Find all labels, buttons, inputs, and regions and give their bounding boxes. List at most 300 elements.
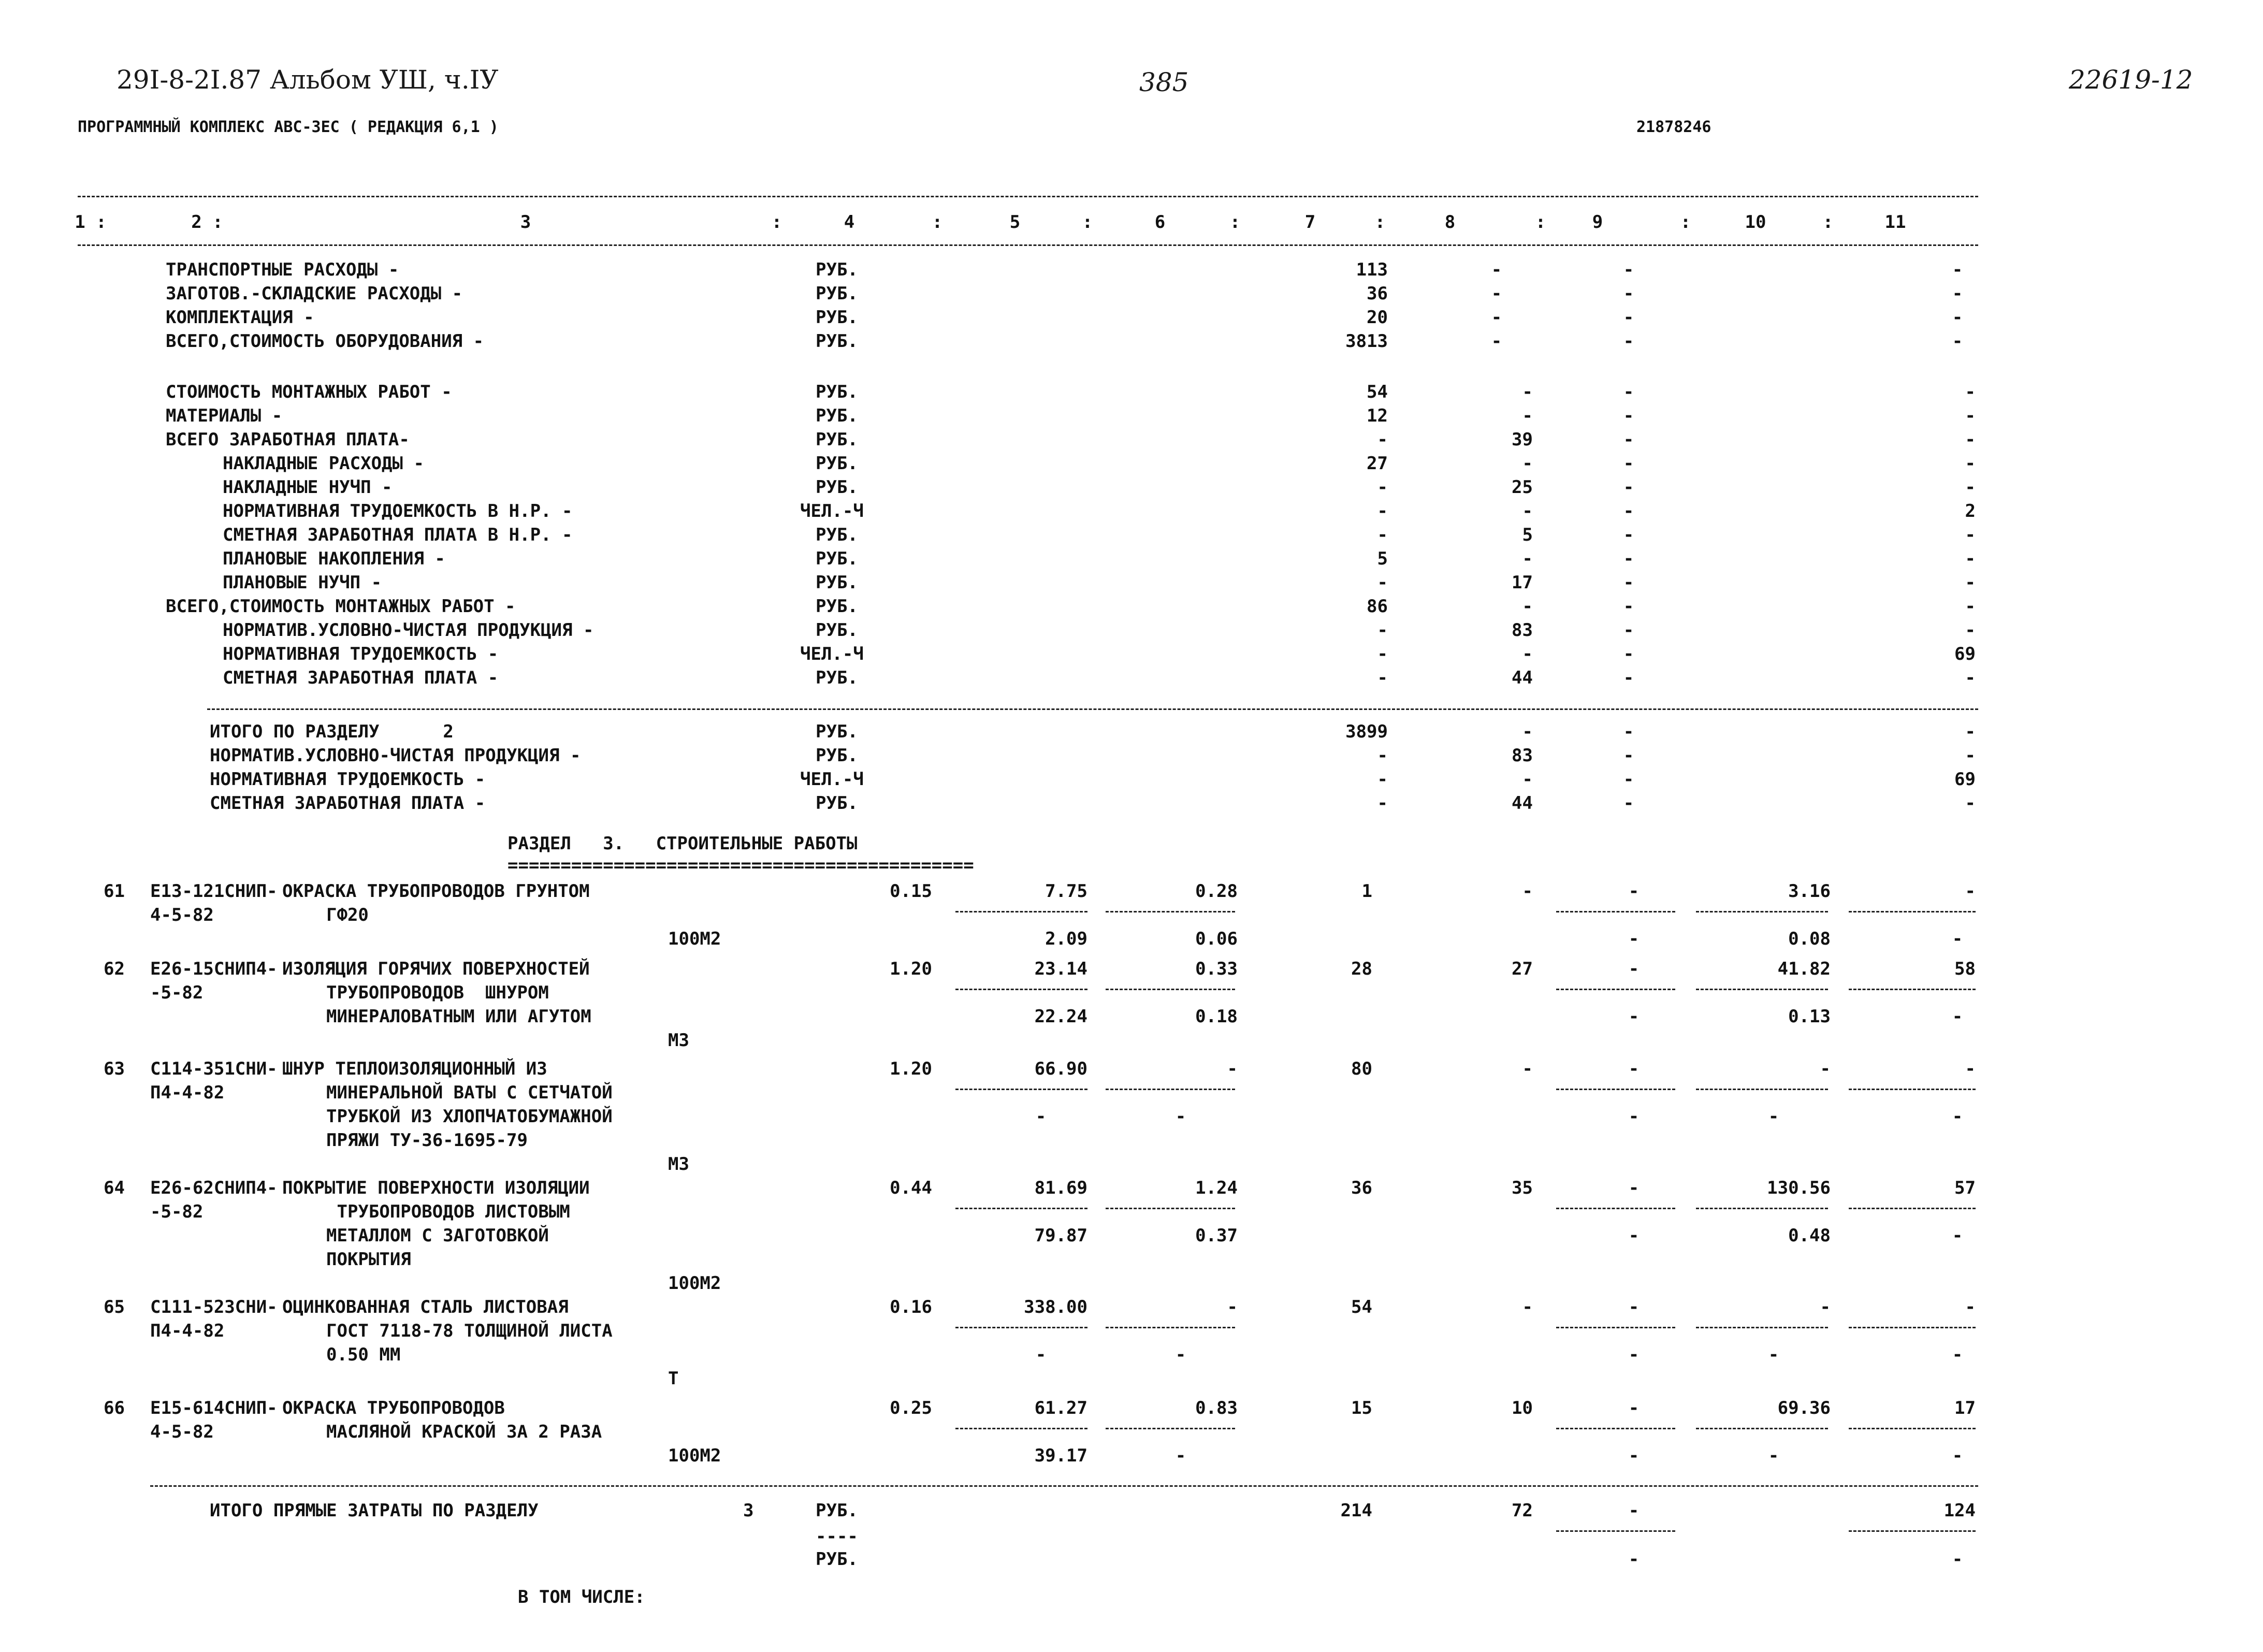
- section-total-row-c11: 69: [1954, 769, 1976, 790]
- equipment-row-c11: -: [1952, 259, 1963, 280]
- item-c11-2: -: [1952, 929, 1963, 949]
- section-total-row-name: ИТОГО ПО РАЗДЕЛУ 2: [210, 721, 454, 742]
- item-subrule-c11: [1849, 989, 1976, 990]
- item-number: 62: [104, 959, 125, 979]
- item-number: 65: [104, 1297, 125, 1317]
- montage-row-name: СМЕТНАЯ ЗАРАБОТНАЯ ПЛАТА -: [223, 668, 499, 688]
- section-total-row-unit: РУБ.: [816, 745, 858, 766]
- item-c9-2: -: [1628, 1006, 1640, 1027]
- direct-costs-label: ИТОГО ПРЯМЫЕ ЗАТРАТЫ ПО РАЗДЕЛУ: [210, 1500, 539, 1521]
- item-c10: -: [1820, 1297, 1831, 1317]
- item-unit: 100М2: [668, 929, 721, 949]
- item-subrule-c9: [1556, 911, 1675, 912]
- montage-row-name: ПЛАНОВЫЕ НУЧП -: [223, 572, 382, 593]
- montage-row-name: НАКЛАДНЫЕ РАСХОДЫ -: [223, 453, 424, 474]
- montage-row-c8: -: [1522, 382, 1533, 402]
- item-subrule-c9: [1556, 1428, 1675, 1429]
- column-header-10: :: [1229, 212, 1241, 233]
- item-code-line2: -5-82: [150, 1201, 204, 1222]
- item-c4: 1.20: [890, 959, 932, 979]
- item-subrule-c10: [1696, 1428, 1828, 1429]
- montage-row-unit: РУБ.: [816, 429, 858, 450]
- item-description-line: ГОСТ 7118-78 ТОЛЩИНОЙ ЛИСТА: [326, 1321, 613, 1341]
- montage-row-c11: -: [1965, 382, 1976, 402]
- item-description-line: ПРЯЖИ ТУ-36-1695-79: [326, 1130, 528, 1151]
- equipment-row-name: ТРАНСПОРТНЫЕ РАСХОДЫ -: [166, 259, 399, 280]
- item-description-line: МИНЕРАЛЬНОЙ ВАТЫ С СЕТЧАТОЙ: [326, 1082, 613, 1103]
- montage-row-unit: РУБ.: [816, 525, 858, 545]
- direct-costs-subrule-c11: [1849, 1530, 1976, 1532]
- montage-row-c9: -: [1623, 644, 1634, 664]
- equipment-row-c8: -: [1491, 331, 1502, 352]
- item-c5-2: 2.09: [1045, 929, 1087, 949]
- montage-row-c11: -: [1965, 405, 1976, 426]
- item-subrule-c6: [1106, 1428, 1235, 1429]
- montage-row-c9: -: [1623, 405, 1634, 426]
- item-c4: 0.25: [890, 1398, 932, 1418]
- item-c5-2: 22.24: [1034, 1006, 1087, 1027]
- montage-row-c11: 2: [1965, 501, 1976, 521]
- item-unit: М3: [668, 1030, 689, 1051]
- montage-row-name: ВСЕГО ЗАРАБОТНАЯ ПЛАТА-: [166, 429, 410, 450]
- item-subrule-c5: [955, 1327, 1087, 1328]
- column-header-14: :: [1535, 212, 1546, 233]
- item-c9-2: -: [1628, 1445, 1640, 1466]
- montage-row-name: НОРМАТИВ.УСЛОВНО-ЧИСТАЯ ПРОДУКЦИЯ -: [223, 620, 594, 641]
- item-c9: -: [1628, 881, 1640, 902]
- montage-row-unit: РУБ.: [816, 477, 858, 498]
- montage-row-c11: 69: [1954, 644, 1976, 664]
- item-description-line: ИЗОЛЯЦИЯ ГОРЯЧИХ ПОВЕРХНОСТЕЙ: [282, 959, 590, 979]
- section-total-row-name: НОРМАТИВ.УСЛОВНО-ЧИСТАЯ ПРОДУКЦИЯ -: [210, 745, 581, 766]
- montage-row-c9: -: [1623, 429, 1634, 450]
- item-c8: 35: [1512, 1178, 1533, 1198]
- montage-row-c9: -: [1623, 525, 1634, 545]
- equipment-row-c11: -: [1952, 307, 1963, 328]
- item-description-line: ОЦИНКОВАННАЯ СТАЛЬ ЛИСТОВАЯ: [282, 1297, 569, 1317]
- montage-row-c9: -: [1623, 453, 1634, 474]
- item-c10-2: 0.08: [1788, 929, 1831, 949]
- item-c10-2: 0.13: [1788, 1006, 1831, 1027]
- item-subrule-c6: [1106, 989, 1235, 990]
- montage-row-c7: -: [1377, 429, 1388, 450]
- item-subrule-c11: [1849, 1327, 1976, 1328]
- section-total-row-c11: -: [1965, 745, 1976, 766]
- section-3-double-rule: ============================================: [507, 855, 974, 876]
- montage-row-name: НАКЛАДНЫЕ НУЧП -: [223, 477, 393, 498]
- item-c5: 66.90: [1034, 1059, 1087, 1079]
- equipment-row-name: КОМПЛЕКТАЦИЯ -: [166, 307, 314, 328]
- montage-row-c9: -: [1623, 382, 1634, 402]
- column-header-17: 10: [1745, 212, 1766, 233]
- item-c7: 80: [1351, 1059, 1372, 1079]
- item-c9-2: -: [1628, 1106, 1640, 1127]
- montage-row-unit: РУБ.: [816, 382, 858, 402]
- item-number: 61: [104, 881, 125, 902]
- item-description-line: ТРУБКОЙ ИЗ ХЛОПЧАТОБУМАЖНОЙ: [326, 1106, 613, 1127]
- montage-row-c8: -: [1522, 453, 1533, 474]
- montage-row-c8: 5: [1522, 525, 1533, 545]
- item-c11: -: [1965, 881, 1976, 902]
- item-description-line: ТРУБОПРОВОДОВ ЛИСТОВЫМ: [326, 1201, 570, 1222]
- montage-row-c11: -: [1965, 429, 1976, 450]
- item-c9-2: -: [1628, 929, 1640, 949]
- item-c8: -: [1522, 1059, 1533, 1079]
- equipment-row-c9: -: [1623, 331, 1634, 352]
- montage-row-name: НОРМАТИВНАЯ ТРУДОЕМКОСТЬ -: [223, 644, 499, 664]
- montage-row-c8: 83: [1512, 620, 1533, 641]
- section-total-row-unit: ЧЕЛ.-Ч: [800, 769, 864, 790]
- equipment-row-unit: РУБ.: [816, 259, 858, 280]
- doc-reference: 29I-8-2I.87 Альбом УШ, ч.IУ: [117, 65, 499, 95]
- item-c5-2: -: [1035, 1106, 1047, 1127]
- direct-costs-c9: -: [1628, 1500, 1640, 1521]
- item-subrule-c9: [1556, 1327, 1675, 1328]
- item-c8: -: [1522, 1297, 1533, 1317]
- montage-row-name: ПЛАНОВЫЕ НАКОПЛЕНИЯ -: [223, 548, 445, 569]
- montage-row-c8: -: [1522, 596, 1533, 617]
- item-unit: 100М2: [668, 1273, 721, 1294]
- item-code: Е13-121СНИП-: [150, 881, 278, 902]
- montage-row-c8: -: [1522, 501, 1533, 521]
- item-subrule-c10: [1696, 1327, 1828, 1328]
- montage-row-c7: -: [1377, 620, 1388, 641]
- item-c10: 69.36: [1777, 1398, 1831, 1418]
- direct-costs-c7: 214: [1340, 1500, 1372, 1521]
- equipment-row-c7: 36: [1367, 283, 1388, 304]
- direct-costs-subrule-c9: [1556, 1530, 1675, 1532]
- section-total-row-c8: 83: [1512, 745, 1533, 766]
- section-total-row-name: СМЕТНАЯ ЗАРАБОТНАЯ ПЛАТА -: [210, 793, 486, 814]
- item-description-line: МЕТАЛЛОМ С ЗАГОТОВКОЙ: [326, 1225, 549, 1246]
- item-c4: 0.44: [890, 1178, 932, 1198]
- item-c10: 41.82: [1777, 959, 1831, 979]
- column-header-9: 6: [1154, 212, 1166, 233]
- item-c11-2: -: [1952, 1344, 1963, 1365]
- montage-row-c11: -: [1965, 477, 1976, 498]
- item-c11: 58: [1954, 959, 1976, 979]
- item-c11-2: -: [1952, 1006, 1963, 1027]
- direct-costs-c9-2: -: [1628, 1549, 1640, 1570]
- item-subrule-c6: [1106, 1327, 1235, 1328]
- item-c10-2: -: [1768, 1445, 1779, 1466]
- column-header-18: :: [1822, 212, 1834, 233]
- montage-row-c7: 5: [1377, 548, 1388, 569]
- item-c8: 27: [1512, 959, 1533, 979]
- item-c5: 338.00: [1024, 1297, 1087, 1317]
- item-c11-2: -: [1952, 1225, 1963, 1246]
- item-subrule-c6: [1106, 1208, 1235, 1209]
- equipment-row-name: ЗАГОТОВ.-СКЛАДСКИЕ РАСХОДЫ -: [166, 283, 463, 304]
- section-total-row-c9: -: [1623, 793, 1634, 814]
- including-label: В ТОМ ЧИСЛЕ:: [518, 1587, 645, 1607]
- column-header-2: 2 :: [191, 212, 223, 233]
- montage-row-c7: 54: [1367, 382, 1388, 402]
- column-header-1: 1 :: [75, 212, 107, 233]
- item-subrule-c9: [1556, 1089, 1675, 1090]
- section-total-row-c7: -: [1377, 769, 1388, 790]
- equipment-row-c11: -: [1952, 331, 1963, 352]
- equipment-row-c8: -: [1491, 283, 1502, 304]
- montage-row-c9: -: [1623, 572, 1634, 593]
- equipment-row-c7: 3813: [1345, 331, 1388, 352]
- montage-row-unit: РУБ.: [816, 668, 858, 688]
- item-description-line: ОКРАСКА ТРУБОПРОВОДОВ ГРУНТОМ: [282, 881, 590, 902]
- column-header-6: :: [932, 212, 943, 233]
- item-description-line: ПОКРЫТИЕ ПОВЕРХНОСТИ ИЗОЛЯЦИИ: [282, 1178, 590, 1198]
- item-c6: 1.24: [1195, 1178, 1238, 1198]
- column-header-15: 9: [1592, 212, 1603, 233]
- montage-row-c7: 86: [1367, 596, 1388, 617]
- montage-row-unit: РУБ.: [816, 405, 858, 426]
- item-description-line: 0.50 ММ: [326, 1344, 401, 1365]
- column-header-12: :: [1374, 212, 1386, 233]
- item-c9: -: [1628, 1178, 1640, 1198]
- montage-row-c9: -: [1623, 548, 1634, 569]
- item-c7: 36: [1351, 1178, 1372, 1198]
- section-total-row-c9: -: [1623, 721, 1634, 742]
- item-unit: Т: [668, 1368, 679, 1389]
- item-c10-2: -: [1768, 1106, 1779, 1127]
- montage-row-c7: 12: [1367, 405, 1388, 426]
- montage-row-c8: -: [1522, 644, 1533, 664]
- direct-costs-c11-2: -: [1952, 1549, 1963, 1570]
- column-header-8: :: [1082, 212, 1093, 233]
- item-c5: 23.14: [1034, 959, 1087, 979]
- montage-row-c9: -: [1623, 596, 1634, 617]
- item-c5-2: -: [1035, 1344, 1047, 1365]
- item-code-line2: 4-5-82: [150, 1422, 214, 1442]
- section-total-row-unit: РУБ.: [816, 721, 858, 742]
- equipment-row-c9: -: [1623, 283, 1634, 304]
- montage-row-c8: -: [1522, 405, 1533, 426]
- item-subrule-c10: [1696, 1208, 1828, 1209]
- equipment-row-c7: 113: [1356, 259, 1388, 280]
- item-description-line: ШНУР ТЕПЛОИЗОЛЯЦИОННЫЙ ИЗ: [282, 1059, 547, 1079]
- item-c10: 3.16: [1788, 881, 1831, 902]
- item-c5-2: 39.17: [1034, 1445, 1087, 1466]
- item-c9: -: [1628, 1297, 1640, 1317]
- item-c6: 0.28: [1195, 881, 1238, 902]
- montage-row-c11: -: [1965, 548, 1976, 569]
- program-line: ПРОГРАММНЫЙ КОМПЛЕКС АВС-3ЕС ( РЕДАКЦИЯ 6,1 ): [78, 118, 499, 136]
- equipment-row-c9: -: [1623, 259, 1634, 280]
- montage-row-c9: -: [1623, 477, 1634, 498]
- montage-row-unit: РУБ.: [816, 572, 858, 593]
- item-c6-2: 0.18: [1195, 1006, 1238, 1027]
- section-total-row-c7: 3899: [1345, 721, 1388, 742]
- item-code-line2: 4-5-82: [150, 905, 214, 925]
- item-c7: 1: [1361, 881, 1372, 902]
- item-code: С114-351СНИ-: [150, 1059, 278, 1079]
- item-c6-2: 0.37: [1195, 1225, 1238, 1246]
- montage-row-name: СТОИМОСТЬ МОНТАЖНЫХ РАБОТ -: [166, 382, 452, 402]
- item-code-line2: -5-82: [150, 982, 204, 1003]
- item-c9-2: -: [1628, 1225, 1640, 1246]
- item-c6: -: [1227, 1059, 1238, 1079]
- column-header-7: 5: [1009, 212, 1021, 233]
- equipment-row-c8: -: [1491, 307, 1502, 328]
- item-subrule-c11: [1849, 1428, 1976, 1429]
- item-c11-2: -: [1952, 1445, 1963, 1466]
- item-subrule-c9: [1556, 989, 1675, 990]
- column-header-13: 8: [1444, 212, 1456, 233]
- item-c6: 0.83: [1195, 1398, 1238, 1418]
- column-header-5: 4: [844, 212, 855, 233]
- section-total-row-unit: РУБ.: [816, 793, 858, 814]
- document-number: 21878246: [1636, 118, 1711, 136]
- montage-row-c7: -: [1377, 572, 1388, 593]
- montage-row-c7: -: [1377, 668, 1388, 688]
- item-subrule-c6: [1106, 911, 1235, 912]
- item-c11: 57: [1954, 1178, 1976, 1198]
- montage-row-c11: -: [1965, 453, 1976, 474]
- direct-costs-section: 3: [743, 1500, 754, 1521]
- montage-row-unit: РУБ.: [816, 548, 858, 569]
- item-c9: -: [1628, 1398, 1640, 1418]
- item-c7: 28: [1351, 959, 1372, 979]
- item-code: С111-523СНИ-: [150, 1297, 278, 1317]
- item-c5-2: 79.87: [1034, 1225, 1087, 1246]
- montage-row-c11: -: [1965, 596, 1976, 617]
- item-code: Е15-614СНИП-: [150, 1398, 278, 1418]
- item-c6: -: [1227, 1297, 1238, 1317]
- montage-row-c7: 27: [1367, 453, 1388, 474]
- item-subrule-c11: [1849, 911, 1976, 912]
- item-subrule-c6: [1106, 1089, 1235, 1090]
- montage-row-c11: -: [1965, 668, 1976, 688]
- equipment-row-c8: -: [1491, 259, 1502, 280]
- item-c11: 17: [1954, 1398, 1976, 1418]
- montage-row-c8: 17: [1512, 572, 1533, 593]
- item-description-line: ГФ20: [326, 905, 369, 925]
- item-code: Е26-62СНИП4-: [150, 1178, 278, 1198]
- item-c6-2: -: [1175, 1344, 1186, 1365]
- item-code: Е26-15СНИП4-: [150, 959, 278, 979]
- montage-row-c7: -: [1377, 644, 1388, 664]
- section-total-row-c7: -: [1377, 793, 1388, 814]
- item-c8: 10: [1512, 1398, 1533, 1418]
- item-c10: -: [1820, 1059, 1831, 1079]
- montage-row-name: СМЕТНАЯ ЗАРАБОТНАЯ ПЛАТА В Н.Р. -: [223, 525, 573, 545]
- section-total-row-c11: -: [1965, 721, 1976, 742]
- montage-row-unit: ЧЕЛ.-Ч: [800, 644, 864, 664]
- direct-costs-c8: 72: [1512, 1500, 1533, 1521]
- item-subrule-c5: [955, 989, 1087, 990]
- header-rule-top: [78, 196, 1978, 197]
- equipment-row-c9: -: [1623, 307, 1634, 328]
- section-3-title: РАЗДЕЛ 3. СТРОИТЕЛЬНЫЕ РАБОТЫ: [507, 833, 858, 854]
- item-c4: 0.15: [890, 881, 932, 902]
- montage-row-c8: 44: [1512, 668, 1533, 688]
- item-c7: 54: [1351, 1297, 1372, 1317]
- direct-costs-c11: 124: [1943, 1500, 1976, 1521]
- page-number: 385: [1139, 67, 1189, 97]
- item-c9-2: -: [1628, 1344, 1640, 1365]
- item-c10: 130.56: [1767, 1178, 1831, 1198]
- item-c11-2: -: [1952, 1106, 1963, 1127]
- direct-costs-unit: РУБ.: [816, 1500, 858, 1521]
- equipment-row-unit: РУБ.: [816, 283, 858, 304]
- montage-row-c9: -: [1623, 501, 1634, 521]
- montage-row-c7: -: [1377, 477, 1388, 498]
- item-number: 63: [104, 1059, 125, 1079]
- section-total-row-c8: 44: [1512, 793, 1533, 814]
- montage-row-name: НОРМАТИВНАЯ ТРУДОЕМКОСТЬ В Н.Р. -: [223, 501, 573, 521]
- section-total-row-c9: -: [1623, 745, 1634, 766]
- direct-costs-rule: [150, 1485, 1978, 1487]
- equipment-row-c7: 20: [1367, 307, 1388, 328]
- item-c10-2: -: [1768, 1344, 1779, 1365]
- direct-costs-unit-dash: ----: [816, 1526, 858, 1547]
- item-code-line2: П4-4-82: [150, 1082, 225, 1103]
- item-description-line: МАСЛЯНОЙ КРАСКОЙ ЗА 2 РАЗА: [326, 1422, 602, 1442]
- montage-row-c7: -: [1377, 501, 1388, 521]
- equipment-row-unit: РУБ.: [816, 307, 858, 328]
- equipment-row-c11: -: [1952, 283, 1963, 304]
- column-header-19: 11: [1884, 212, 1906, 233]
- item-number: 64: [104, 1178, 125, 1198]
- item-c9: -: [1628, 959, 1640, 979]
- item-c5: 81.69: [1034, 1178, 1087, 1198]
- montage-row-unit: ЧЕЛ.-Ч: [800, 501, 864, 521]
- montage-row-c11: -: [1965, 620, 1976, 641]
- item-c4: 1.20: [890, 1059, 932, 1079]
- section-total-row-c8: -: [1522, 769, 1533, 790]
- item-c4: 0.16: [890, 1297, 932, 1317]
- item-description-line: МИНЕРАЛОВАТНЫМ ИЛИ АГУТОМ: [326, 1006, 591, 1027]
- item-c11: -: [1965, 1059, 1976, 1079]
- montage-row-c9: -: [1623, 620, 1634, 641]
- item-description-line: ТРУБОПРОВОДОВ ШНУРОМ: [326, 982, 549, 1003]
- item-c6-2: -: [1175, 1445, 1186, 1466]
- section-total-row-c7: -: [1377, 745, 1388, 766]
- section-total-row-name: НОРМАТИВНАЯ ТРУДОЕМКОСТЬ -: [210, 769, 486, 790]
- column-header-3: 3: [520, 212, 531, 233]
- item-c8: -: [1522, 881, 1533, 902]
- montage-row-c8: -: [1522, 548, 1533, 569]
- montage-row-name: ВСЕГО,СТОИМОСТЬ МОНТАЖНЫХ РАБОТ -: [166, 596, 516, 617]
- item-c6: 0.33: [1195, 959, 1238, 979]
- item-number: 66: [104, 1398, 125, 1418]
- item-subrule-c9: [1556, 1208, 1675, 1209]
- section-total-row-c8: -: [1522, 721, 1533, 742]
- montage-row-c7: -: [1377, 525, 1388, 545]
- item-description-line: ОКРАСКА ТРУБОПРОВОДОВ: [282, 1398, 505, 1418]
- item-c6-2: 0.06: [1195, 929, 1238, 949]
- montage-row-c8: 39: [1512, 429, 1533, 450]
- item-subrule-c5: [955, 911, 1087, 912]
- item-code-line2: П4-4-82: [150, 1321, 225, 1341]
- item-subrule-c5: [955, 1208, 1087, 1209]
- column-header-4: :: [771, 212, 782, 233]
- column-header-11: 7: [1304, 212, 1316, 233]
- item-subrule-c5: [955, 1089, 1087, 1090]
- montage-row-unit: РУБ.: [816, 620, 858, 641]
- column-header-16: :: [1680, 212, 1691, 233]
- item-subrule-c10: [1696, 989, 1828, 990]
- montage-row-name: МАТЕРИАЛЫ -: [166, 405, 283, 426]
- item-c7: 15: [1351, 1398, 1372, 1418]
- item-subrule-c10: [1696, 911, 1828, 912]
- item-c5: 7.75: [1045, 881, 1087, 902]
- montage-row-c11: -: [1965, 572, 1976, 593]
- item-subrule-c10: [1696, 1089, 1828, 1090]
- direct-costs-unit-2: РУБ.: [816, 1549, 858, 1570]
- item-unit: М3: [668, 1154, 689, 1175]
- item-c10-2: 0.48: [1788, 1225, 1831, 1246]
- item-subrule-c11: [1849, 1208, 1976, 1209]
